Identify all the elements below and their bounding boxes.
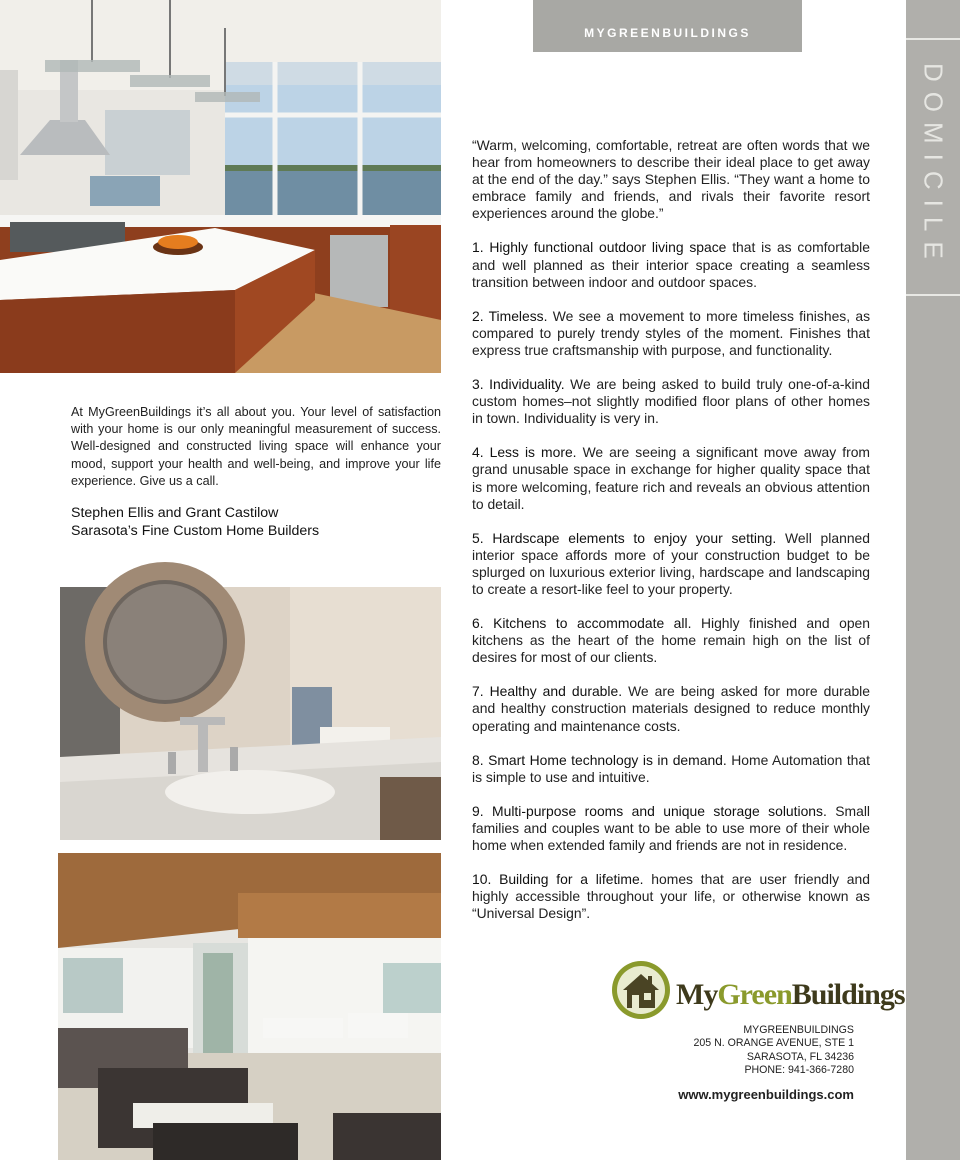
list-item <box>472 683 870 734</box>
list-item <box>472 239 870 290</box>
mygreenbuildings-logo <box>610 958 905 1024</box>
logo-text-my: My <box>676 978 718 1011</box>
header-tab <box>533 0 802 52</box>
logo-text-buildings: Buildings <box>791 978 905 1011</box>
kitchen-photo <box>0 0 441 373</box>
article-body <box>472 137 870 939</box>
item-body: Highly finished and open kitchens as the heart of the home remain high on the list of desires for most of our clients. <box>472 615 870 666</box>
outdoor-living-photo <box>58 853 441 1160</box>
list-item <box>472 530 870 598</box>
item-lead: 9. Multi-purpose rooms and unique storage solutions. <box>472 802 827 819</box>
item-body: We are being asked to build truly one-of-a-kind custom homes–not slightly modified floor plans of other homes in town. Individuality is very in. <box>472 376 870 427</box>
item-body: Home Automation that is simple to use and intuitive. <box>472 751 870 785</box>
contact-company: MYGREENBUILDINGS <box>743 1024 854 1036</box>
contact-block <box>640 1024 854 1078</box>
side-strip <box>906 0 960 1160</box>
header-tab-label: MYGREENBUILDINGS <box>584 26 751 40</box>
list-item <box>472 615 870 666</box>
list-item <box>472 376 870 427</box>
item-body: that is as comfortable and well planned as their interior space creating a seamless transition between indoor and outdoor spaces. <box>472 239 870 290</box>
contact-address-line1: 205 N. ORANGE AVENUE, STE 1 <box>693 1037 854 1050</box>
bathroom-photo <box>60 587 441 840</box>
item-body: Well planned interior space affords more of your construction budget to be splurged on luxurious exterior living, hardscape and landscaping to create a resort-like feel to your property. <box>472 529 870 597</box>
item-lead: 6. Kitchens to accommodate all. <box>472 615 692 632</box>
item-body: We are seeing a significant move away from grand unusable space in exchange for higher quality space that is more welcoming, feature rich and reveals an obvious attention to detail. <box>472 444 871 512</box>
website-link[interactable]: www.mygreenbuildings.com <box>678 1087 854 1102</box>
side-label: DOMICILE <box>918 63 949 269</box>
signature-names: Stephen Ellis and Grant Castilow <box>71 505 279 521</box>
side-strip-bottom-rule <box>906 294 960 296</box>
item-lead: 1. Highly functional outdoor living space <box>472 239 727 256</box>
list-item <box>472 803 870 854</box>
signature-title: Sarasota’s Fine Custom Home Builders <box>71 522 320 539</box>
side-label-box <box>906 38 960 294</box>
item-lead: 8. Smart Home technology is in demand. <box>472 751 727 768</box>
logo-text-green: Green <box>717 978 792 1011</box>
item-body: Small families and couples want to be able to use more of their whole home when extended family and friends are not in residence. <box>472 802 871 853</box>
left-intro-text: At MyGreenBuildings it’s all about you. Your level of satisfaction with your home is our only meaningful measurement of success. Well-designed and constructed living space will enhance your mood, support your health and well-being, and improve your life experience. Give us a call. <box>71 405 441 488</box>
item-lead: 2. Timeless. <box>472 307 548 324</box>
list-item <box>472 871 870 922</box>
item-lead: 3. Individuality. <box>472 376 565 393</box>
article-intro: “Warm, welcoming, comfortable, retreat are often words that we hear from homeowners to describe their ideal place to get away at the end of the day.” says Stephen Ellis. “They want a home to embrace family and friends, and rivals their favorite resort experiences around the globe.” <box>472 137 870 222</box>
signature-block <box>71 505 441 540</box>
item-body: We see a movement to more timeless finishes, as compared to purely trendy styles of the moment. Finishes that express true craftsmanship with purpose, and functionality. <box>472 307 871 358</box>
item-body: We are being asked for more durable and healthy construction materials designed to reduce monthly operating and maintenance costs. <box>472 683 870 734</box>
svg-text:MyGreenBuildings <box>676 978 905 1011</box>
item-body: homes that are user friendly and highly accessible throughout your life, or otherwise known as “Universal Design”. <box>472 871 870 922</box>
list-item <box>472 444 870 512</box>
item-lead: 4. Less is more. <box>472 444 577 461</box>
item-lead: 10. Building for a lifetime. <box>472 871 644 888</box>
list-item <box>472 308 870 359</box>
contact-address-line2: SARASOTA, FL 34236 <box>746 1050 854 1063</box>
item-lead: 7. Healthy and durable. <box>472 683 623 700</box>
item-lead: 5. Hardscape elements to enjoy your setting. <box>472 529 777 546</box>
contact-phone: PHONE: 941-366-7280 <box>744 1064 854 1077</box>
list-item <box>472 752 870 786</box>
